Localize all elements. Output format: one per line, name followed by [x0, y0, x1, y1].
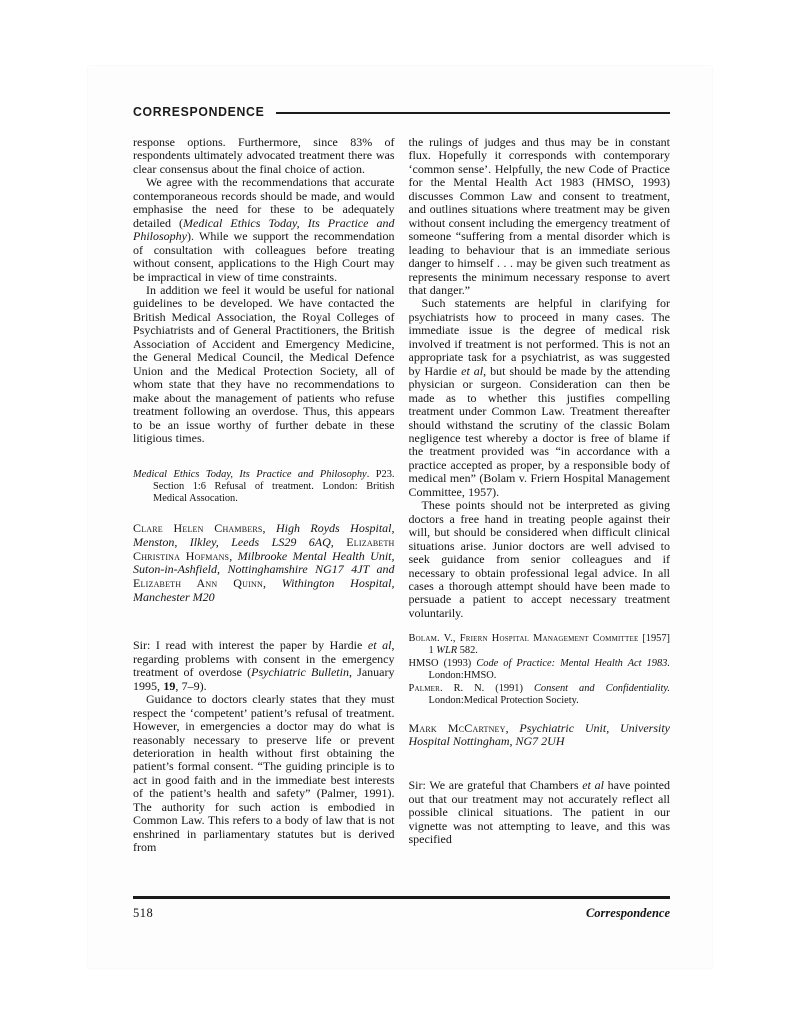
body-paragraph: the rulings of judges and thus may be in constant flux. Hopefully it corresponds with contemporary ‘common sense’. Helpfully, the new Code of Practice for the Mental Health Act 1983 (HMSO, 1993) discusses Common Law and consent to treatment, and outlines situations where treatment may be given without consent including the emergency treatment of someone “suffering from a mental disorder which is leading to behaviour that is an immediate serious danger to himself . . . may be given such treatment as represents the minimum necessary response to avert that danger.”: [408, 136, 670, 297]
text-columns: [133, 136, 670, 898]
column-left: [133, 136, 395, 898]
running-title: Correspondence: [585, 906, 670, 920]
author-signature: Mark McCartney, Psychiatric Unit, University Hospital Nottingham, NG7 2UH: [408, 720, 670, 749]
header-rule: [276, 112, 670, 115]
page-number: 518: [133, 906, 154, 920]
footer-rule: [133, 896, 670, 899]
reference-entry: Bolam. V., Friern Hospital Management Committee [1957] 1 WLR 582.: [408, 633, 670, 657]
page-header: [133, 105, 670, 119]
author-signature: Clare Helen Chambers, High Royds Hospital, Menston, Ilkley, Leeds LS29 6AQ, Elizabeth Christina Hofmans, Milbrooke Mental Health Unit, Suton-in-Ashfield, Nottinghamshire NG17 4JT and Elizabeth Ann Quinn, Withington Hospital, Manchester M20: [133, 521, 395, 604]
body-paragraph: Such statements are helpful in clarifying for psychiatrists how to proceed in many cases. The immediate issue is the degree of medical risk involved if treatment is not performed. This is not an appropriate task for a psychiatrist, as was suggested by Hardie et al, but should be made by the attending physician or surgeon. Consideration can then be made as to whether this justifies compelling treatment under Common Law. Treatment thereafter should withstand the scrutiny of the classic Bolam negligence test whereby a doctor is free of blame if the treatment provided was “in accordance with a practice accepted as proper, by a responsible body of medical men” (Bolam v. Friern Hospital Management Committee, 1957).: [408, 296, 670, 499]
page-footer: [133, 906, 670, 921]
column-right: [409, 136, 671, 898]
section-title: CORRESPONDENCE: [133, 105, 265, 119]
body-paragraph: Sir: We are grateful that Chambers et al have pointed out that our treatment may not accurately reflect all possible clinical situations. The patient in our vignette was not attempting to leave, and this was specified: [408, 778, 670, 846]
reference-entry: Medical Ethics Today, Its Practice and Philosophy. P23. Section 1:6 Refusal of treatment. London: British Medical Assocation.: [133, 469, 395, 505]
body-paragraph: response options. Furthermore, since 83% of respondents ultimately advocated treatment there was clear consensus about the final choice of action.: [133, 136, 395, 176]
body-paragraph: We agree with the recommendations that accurate contemporaneous records should be made, and would emphasise the need for these to be adequately detailed (Medical Ethics Today, Its Practice and Philosophy). While we support the recommendation of consultation with colleagues before treating without consent, applications to the High Court may be impractical in view of time constraints.: [133, 175, 395, 284]
body-paragraph: In addition we feel it would be useful for national guidelines to be developed. We have contacted the British Medical Association, the Royal Colleges of Psychiatrists and of General Practitioners, the British Association of Accident and Emergency Medicine, the General Medical Council, the Medical Defence Union and the Medical Protection Society, all of whom state that they have no recommendations to make about the management of patients who refuse treatment following an overdose. Thus, this appears to be an issue worthy of further debate in these litigious times.: [133, 282, 395, 445]
reference-entry: Palmer. R. N. (1991) Consent and Confidentiality. London:Medical Protection Society.: [408, 682, 670, 706]
body-paragraph: Guidance to doctors clearly states that they must respect the ‘competent’ patient’s refusal of treatment. However, in emergencies a doctor may do what is reasonably necessary to preserve life or prevent deterioration in health without first obtaining the patient’s formal consent. “The guiding principle is to act in good faith and in the immediate best interests of the patient’s health and safety” (Palmer, 1991). The authority for such action is embodied in Common Law. This refers to a body of law that is not enshrined in parliamentary statutes but is derived from: [133, 692, 395, 855]
body-paragraph: These points should not be interpreted as giving doctors a free hand in treating people against their will, but should be considered when difficult clinical situations arise. Junior doctors are well advised to seek guidance from senior colleagues and if necessary to obtain professional legal advice. In all cases a thorough attempt should have been made to persuade a patient to accept necessary treatment voluntarily.: [408, 498, 670, 620]
body-paragraph: Sir: I read with interest the paper by Hardie et al, regarding problems with consent in the emergency treatment of overdose (Psychiatric Bulletin, January 1995, 19, 7–9).: [133, 638, 395, 693]
reference-entry: HMSO (1993) Code of Practice: Mental Health Act 1983. London:HMSO.: [408, 658, 670, 682]
